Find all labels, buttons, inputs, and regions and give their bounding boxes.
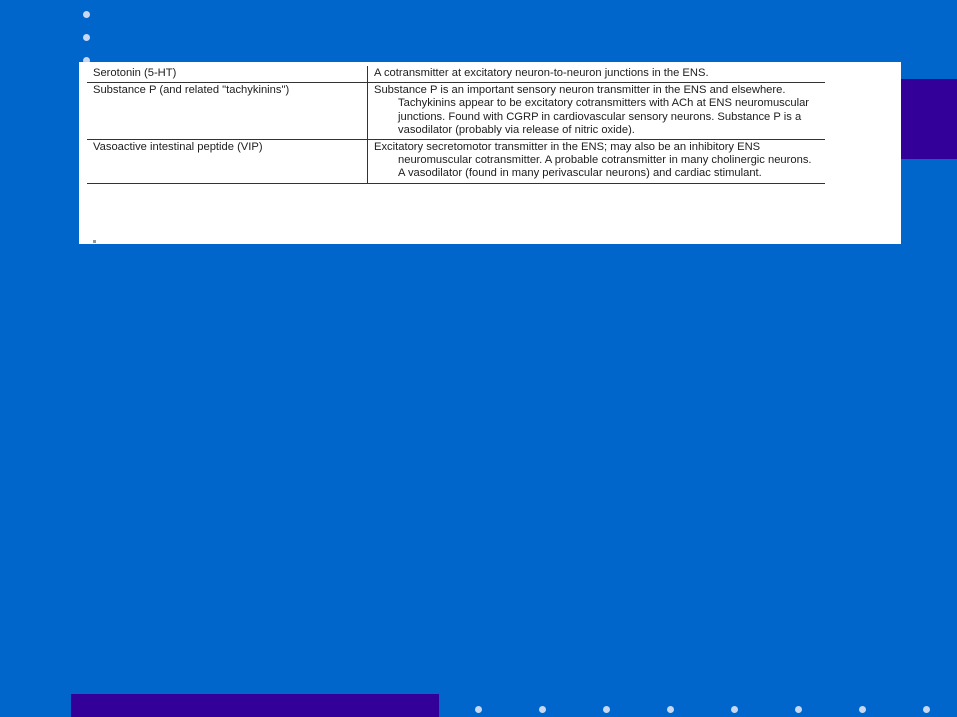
footer-dot (539, 706, 546, 713)
table-cell-agent (87, 66, 368, 83)
table-row (87, 140, 825, 184)
scan-artifact (93, 240, 96, 243)
transmitter-table (87, 66, 825, 184)
footer-dot (731, 706, 738, 713)
accent-bar-right (898, 79, 957, 159)
description-text: Substance P is an important sensory neuron transmitter in the ENS and elsewhere. Tachykinins appear to be excitatory cotransmitters with ACh at ENS neuromuscular junctions. Found with CGRP in cardiovascular sensory neurons. Substance P is a vasodilator (probably via release of nitric oxide). (374, 84, 810, 136)
bullet-dot (83, 11, 90, 18)
footer-dot (475, 706, 482, 713)
table-cell-description (368, 66, 826, 83)
agent-text: Substance P (and related "tachykinins") (93, 84, 290, 97)
footer-dot (667, 706, 674, 713)
bullet-dot (83, 34, 90, 41)
table-cell-agent (87, 140, 368, 184)
agent-text: Vasoactive intestinal peptide (VIP) (93, 141, 263, 154)
table-cell-agent (87, 83, 368, 140)
table-cell-description (368, 140, 826, 184)
description-text: Excitatory secretomotor transmitter in the ENS; may also be an inhibitory ENS neuromuscular cotransmitter. A probable cotransmitter in many cholinergic neurons. A vasodilator (found in many perivascular neurons) and cardiac stimulant. (374, 141, 812, 180)
footer-dot (603, 706, 610, 713)
table-cell-description (368, 83, 826, 140)
table-row (87, 83, 825, 140)
description-text: A cotransmitter at excitatory neuron-to-neuron junctions in the ENS. (374, 67, 709, 79)
footer-dot (923, 706, 930, 713)
accent-bar-bottom (71, 694, 439, 717)
table-row (87, 66, 825, 83)
transmitter-table-panel (79, 62, 901, 244)
agent-text: Serotonin (5-HT) (93, 67, 177, 79)
footer-dot (859, 706, 866, 713)
footer-dot (795, 706, 802, 713)
